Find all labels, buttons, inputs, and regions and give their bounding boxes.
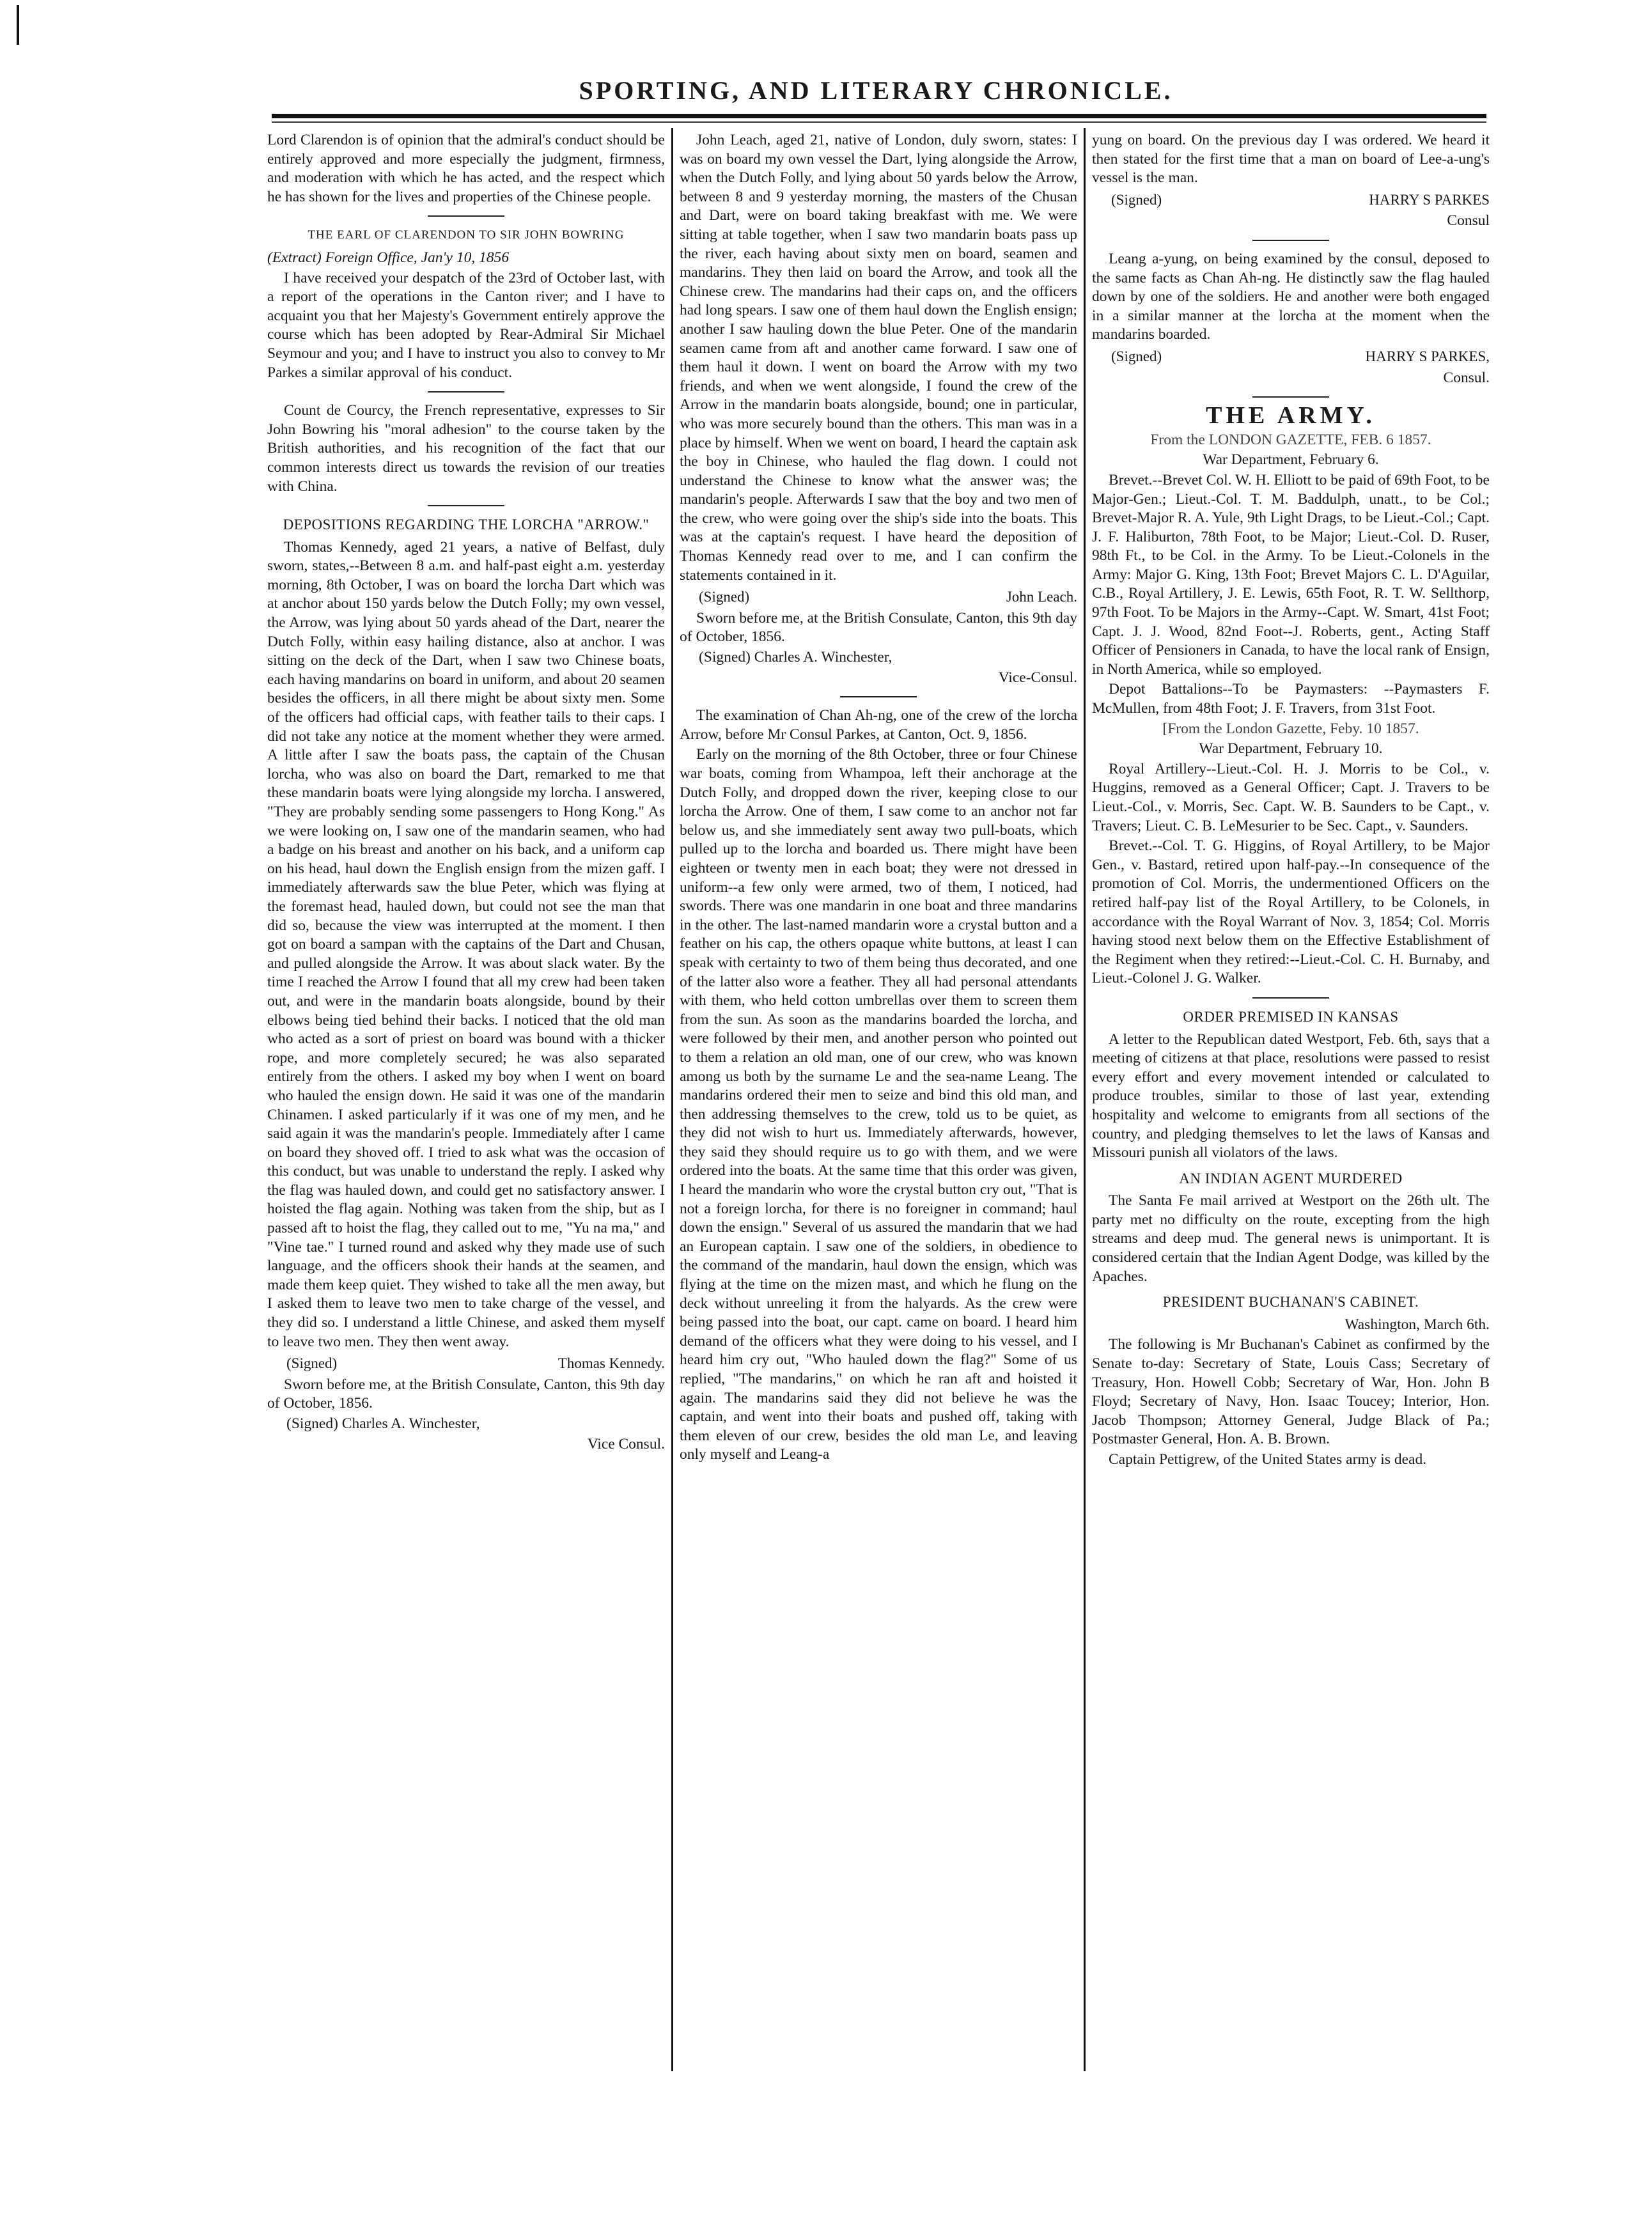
heading-clarendon-letter: THE EARL OF CLARENDON TO SIR JOHN BOWRING — [308, 228, 625, 242]
heading-kansas: ORDER PREMISED IN KANSAS — [1183, 1008, 1399, 1025]
column-2 — [680, 131, 1077, 1466]
signature-label: (Signed) — [286, 1355, 338, 1372]
section-rule — [428, 391, 504, 393]
source-line: From the LONDON GAZETTE, FEB. 6 1857. — [1150, 431, 1431, 448]
signature-title: Vice-Consul. — [998, 669, 1077, 686]
heading-army: THE ARMY. — [1206, 402, 1376, 430]
column-separator — [1084, 128, 1086, 2071]
department-dateline: War Department, February 6. — [1203, 451, 1379, 469]
paragraph: Brevet.--Col. T. G. Higgins, of Royal Artillery, to be Major Gen., v. Bastard, retired upon half-pay.--In consequence of the promotion of Col. Morris, the undermentioned Officers on the retired half-pay list of the Royal Artillery, to be Colonels, in accordance with the Royal Warrant of Nov. 3, 1854; Col. Morris having stood next below them on the Effective Establishment of the Regiment when they retired:--Lieut.-Col. C. H. Burnaby, and Lieut.-Colonel J. G. Walker. — [1092, 837, 1490, 987]
paragraph: Count de Courcy, the French representative, expresses to Sir John Bowring his "moral adhesion" to the course taken by the British authorities, and his recognition of the fact that our common interests direct us towards the revision of our treaties with China. — [267, 402, 665, 495]
section-rule — [1252, 396, 1329, 398]
heading-indian-agent: AN INDIAN AGENT MURDERED — [1179, 1170, 1403, 1186]
paragraph: yung on board. On the previous day I was ordered. We heard it then stated for the first time that a man on board of Lee-a-ung's vessel is the man. — [1092, 132, 1490, 187]
header-rule-thin — [272, 121, 1486, 123]
source-line: [From the London Gazette, Feby. 10 1857. — [1162, 720, 1419, 737]
section-rule — [428, 215, 504, 217]
signature-title: Consul. — [1443, 369, 1490, 386]
paragraph: Royal Artillery--Lieut.-Col. H. J. Morris to be Col., v. Huggins, removed as a General Officer; Capt. J. Travers to be Lieut.-Col., v. Morris, Sec. Capt. W. B. Saunders to be Capt., v. Travers; Lieut. C. B. LeMesurier to be Sec. Capt., v. Saunders. — [1092, 760, 1490, 834]
signature-label: (Signed) — [1111, 191, 1162, 208]
section-rule — [428, 505, 504, 506]
paragraph: The following is Mr Buchanan's Cabinet as confirmed by the Senate to-day: Secretary of State, Louis Cass; Secretary of Treasury, Hon. Howell Cobb; Secretary of War, Hon. John B Floyd; Secretary of Navy, Hon. Isaac Toucey; Interior, Hon. Jacob Thompson; Attorney General, Judge Black of Pa.; Postmaster General, Hon. A. B. Brown. — [1092, 1336, 1490, 1448]
paragraph: The Santa Fe mail arrived at Westport on the 26th ult. The party met no difficulty on the route, excepting from the high streams and deep mud. The general news is unimportant. It is considered certain that the Indian Agent Dodge, was killed by the Apaches. — [1092, 1192, 1490, 1285]
signature-line — [680, 587, 1077, 607]
signature-title: Consul — [1447, 212, 1490, 229]
paragraph: Leang a-yung, on being examined by the consul, deposed to the same facts as Chan Ah-ng. He distinctly saw the flag hauled down by one of the soldiers. He and another were both engaged in a similar manner at the lorcha at the moment when the mandarins boarded. — [1092, 250, 1490, 343]
signature-label: (Signed) — [699, 589, 750, 605]
extract-line: (Extract) Foreign Office, Jan'y 10, 1856 — [267, 249, 510, 266]
signature-name: Thomas Kennedy. — [557, 1355, 665, 1372]
signature-line: (Signed) Charles A. Winchester, — [699, 649, 892, 666]
section-rule — [1252, 997, 1329, 999]
section-rule — [1252, 240, 1329, 241]
sworn-statement: Sworn before me, at the British Consulate, Canton, this 9th day of October, 1856. — [680, 609, 1077, 646]
paragraph: The examination of Chan Ah-ng, one of the crew of the lorcha Arrow, before Mr Consul Parkes, at Canton, Oct. 9, 1856. — [680, 707, 1077, 743]
paragraph: Captain Pettigrew, of the United States army is dead. — [1109, 1451, 1427, 1468]
paragraph: John Leach, aged 21, native of London, duly sworn, states: I was on board my own vessel the Dart, lying alongside the Arrow, when the Dutch Folly, and lying about 50 yards below the Arrow, between 8 and 9 yesterday morning, the masters of the Chusan and Dart, were on board taking breakfast with me. We were sitting at table together, when I saw two mandarin boats pass up the river, each having about sixty men on board, seamen and mandarins. They then laid on board the Arrow, and took all the Chinese crew. The mandarins had their caps on, and the officers had long spears. I saw one of them haul down the English ensign; another I saw hauling down the blue Peter. One of the mandarin seamen came from aft and another came forward. I saw one of them haul it down. I went on board the Arrow with my two friends, and when we went alongside, I found the crew of the Arrow in the mandarin boats alongside, bound; one in particular, who was more securely bound than the others. This man was in a place by himself. When we went on board, I heard the captain ask the boy in Chinese, who hauled the flag down. I could not understand the Chinese to know what the answer was; the mandarin's people. Afterwards I saw that the boy and two men of the crew, who were going over the ship's side into the boats. This was at the captain's request. I have heard the deposition of Thomas Kennedy read over to me, and I can confirm the statements contained in it. — [680, 132, 1077, 584]
paragraph: A letter to the Republican dated Westport, Feb. 6th, says that a meeting of citizens at that place, resolutions were passed to resist every effort and every movement intended or calculated to produce troubles, similar to those of last year, extending hospitality and welcome to emigrants from all sections of the country, and pledging themselves to let the laws of Kansas and Missouri punish all violators of the laws. — [1092, 1031, 1490, 1162]
signature-name: HARRY S PARKES — [1369, 191, 1490, 208]
signature-label: (Signed) — [1111, 348, 1162, 364]
header-rule-thick — [272, 114, 1486, 118]
signature-name: HARRY S PARKES, — [1365, 348, 1490, 364]
paragraph: Early on the morning of the 8th October, three or four Chinese war boats, coming from Whampoa, left their anchorage at the Dutch Folly, and dropped down the river, keeping close to our lorcha the Arrow. One of them, I saw come to an anchor not far below us, and she immediately sent away two pull-boats, which pulled up to the lorcha and boarded us. There might have been eighteen or twenty men in each boat; they were not dressed in uniform--a few only were armed, two of them, I noticed, had swords. There was one mandarin in one boat and three mandarins in the other. The last-named mandarin wore a crystal button and a feather on his cap, the others opaque white buttons, at least I can speak with certainty to two of them being thus decorated, and one of the latter also wore a feather. They all had personal attendants with them, who held cotton umbrellas over them to screen them from the sun. As soon as the mandarins boarded the lorcha, and were followed by their men, and another person who pointed out to them a relation an old man, one of our crew, who was known among us both by the surname Le and the sea-name Leang. The mandarins ordered their men to seize and bind this old man, and then addressing themselves to the crew, told us to be quiet, as they did not wish to hurt us. Immediately afterwards, however, they said they should require us to go with them, and we were ordered into the boats. At the same time that this order was given, I heard the mandarin who wore the crystal button cry out, "That is not a foreign lorcha, for there is no foreigner in command; haul down the ensign." Several of us assured the mandarin that we had an European captain. I saw one of the soldiers, in obedience to the command of the mandarin, haul down the ensign, which was flying at the time on the mizen mast, and which he flung on the deck without unreeling it from the halyards. As the crew were being passed into the boat, our capt. came on board. I heard him demand of the officers what they were doing to his vessel, and I heard him cry out, "Who hauled down the flag?" Some of us replied, "The mandarins," on which he ran aft and hoisted it again. The mandarins said they did not believe he was the captain, and went into their boats and pushed off, taking with them eleven of our crew, besides the old man Le, and leaving only myself and Leang-a — [680, 746, 1077, 1463]
signature-line — [1092, 347, 1490, 366]
heading-cabinet: PRESIDENT BUCHANAN'S CABINET. — [1162, 1294, 1419, 1311]
margin-mark — [17, 5, 19, 45]
dateline: Washington, March 6th. — [1344, 1316, 1490, 1333]
signature-line — [1092, 191, 1490, 210]
signature-name: John Leach. — [1006, 589, 1077, 605]
signature-title: Vice Consul. — [587, 1435, 665, 1452]
column-3 — [1092, 131, 1490, 1471]
signature-line: (Signed) Charles A. Winchester, — [286, 1415, 480, 1432]
paragraph: Brevet.--Brevet Col. W. H. Elliott to be paid of 69th Foot, to be Major-Gen.; Lieut.-Col. T. M. Baddulph, unatt., to be Col.; Brevet-Major R. A. Yule, 9th Light Drags, to be Lieut.-Col.; Capt. J. F. Haliburton, 78th Foot, to be Major; Lieut.-Col. D. Ruser, 98th Ft., to be Col. in the Army. To be Lieut.-Colonels in the Army: Major G. King, 13th Foot; Brevet Majors C. L. D'Aguilar, C.B., Royal Artillery, J. E. Lewis, 65th Foot, R. T. W. Sellthorp, 97th Foot. To be Majors in the Army--Capt. W. Smart, 41st Foot; Capt. J. J. Wood, 82nd Foot--J. Roberts, gent., Acting Staff Officer of Pensioners in Canada, to have the local rank of Ensign, in North America, while so employed. — [1092, 471, 1490, 678]
sworn-statement: Sworn before me, at the British Consulate, Canton, this 9th day of October, 1856. — [267, 1376, 665, 1412]
section-rule — [840, 696, 917, 697]
paragraph: Thomas Kennedy, aged 21 years, a native of Belfast, duly sworn, states,--Between 8 a.m. and half-past eight a.m. yesterday morning, 8th October, I was on board the lorcha Dart which was at anchor about 150 yards below the Dutch Folly; my own vessel, the Arrow, was lying about 50 yards ahead of the Dart, nearer the Dutch Folly, within easy hailing distance, also at anchor. I was sitting on the deck of the Dart, when I saw two Chinese boats, each having mandarins on board in uniform, and about 20 seamen besides the officers, in all there might be about sixty men. Some of the officers had official caps, with feather tails to their caps. I did not take any notice at the moment whether they were armed. A little after I saw the boats pass, the captain of the Chusan lorcha, who was also on board the Dart, remarked to me that these mandarin boats were lying alongside my lorcha. I answered, "They are probably sending some passengers to Hong Kong." As we were looking on, I saw one of the mandarin seamen, who had a badge on his breast and another on his back, and a uniform cap on his head, haul down the English ensign from the mizen gaff. I immediately afterwards saw the blue Peter, which was flying at the foremast head, hauled down, but could not see the man that did so, because the view was interrupted at the moment. I then got on board a sampan with the captains of the Dart and Chusan, and pulled alongside the Arrow. It was about slack water. By the time I reached the Arrow I found that all my crew had been taken out, and were in the mandarin boats alongside, bound by their elbows being tied behind their backs. I noticed that the old man who acted as a sort of priest on board was bound with a thicker rope, and more completely secured; he was also separated entirely from the others. I asked my boy when I went on board who hauled the ensign down. He said it was one of the mandarin Chinamen. I asked particularly if it was one of my men, and he said again it was the mandarin's people. Immediately after I came on board they shoved off. I tried to ask what was the occasion of this conduct, but was unable to understand the reply. I asked why the flag was hauled down, and could get no satisfactory answer. I hoisted the flag again. Nothing was taken from the ship, but as I passed aft to hoist the flag, they called out to me, "Yu na ma," and "Vine tae." I turned round and asked why they made use of such language, and the officers shook their hands at the seamen, and made them keep quiet. They wished to take all the men away, but I asked them to leave two men to take charge of the vessel, and they did so. I understand a little Chinese, and asked them myself to leave two men. They then went away. — [267, 538, 665, 1350]
paragraph: Depot Battalions--To be Paymasters: --Paymasters F. McMullen, from 48th Foot; J. F. Travers, from 31st Foot. — [1092, 681, 1490, 717]
department-dateline: War Department, February 10. — [1199, 740, 1383, 758]
heading-depositions: DEPOSITIONS REGARDING THE LORCHA "ARROW." — [283, 517, 650, 533]
column-1 — [267, 131, 665, 1455]
paragraph: I have received your despatch of the 23rd of October last, with a report of the operations in the Canton river; and I have to acquaint you that her Majesty's Government entirely approve the course which has been adopted by Rear-Admiral Sir Michael Seymour and you; and I have to instruct you also to convey to Mr Parkes a similar approval of his conduct. — [267, 269, 665, 381]
article-intro: Lord Clarendon is of opinion that the admiral's conduct should be entirely approved and more especially the judgment, firmness, and moderation with which he has acted, and the respect which he has shown for the lives and properties of the Chinese people. — [267, 132, 665, 205]
masthead: SPORTING, AND LITERARY CHRONICLE. — [579, 76, 1173, 105]
signature-line — [267, 1354, 665, 1373]
column-separator — [671, 128, 673, 2071]
